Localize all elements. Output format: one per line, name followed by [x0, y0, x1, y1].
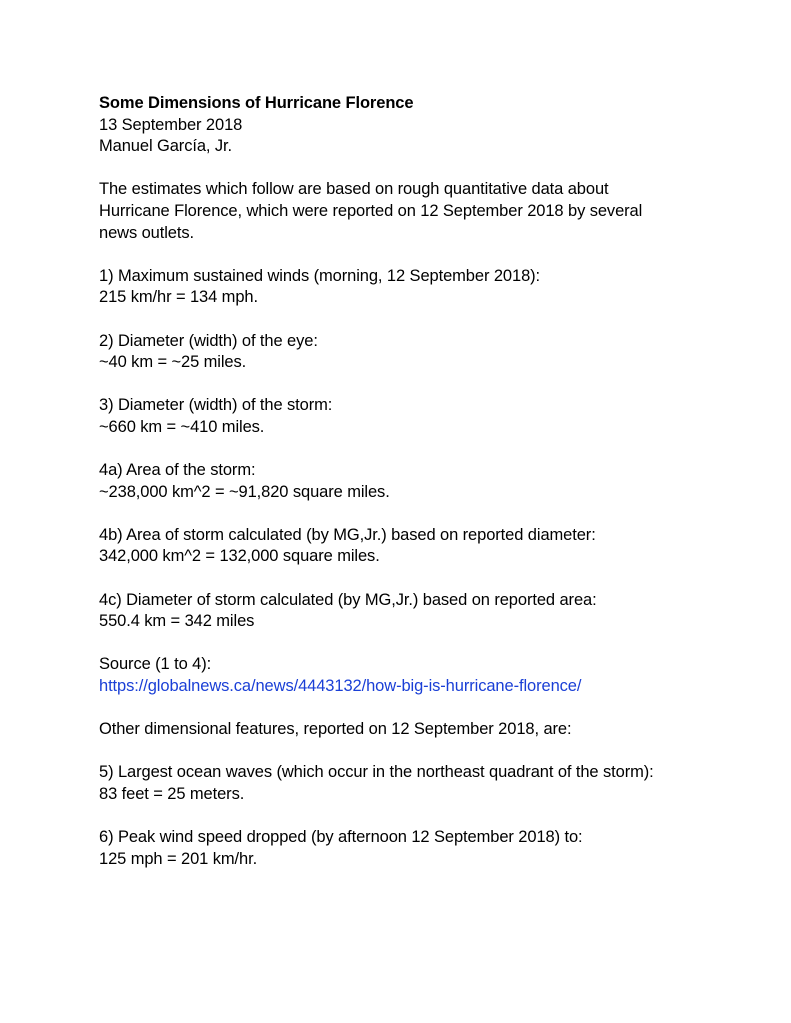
- intro-line: Hurricane Florence, which were reported on 12 September 2018 by several: [99, 201, 643, 220]
- item-2: [99, 331, 739, 374]
- item-3: [99, 395, 739, 438]
- item-value: ~238,000 km^2 = ~91,820 square miles.: [99, 482, 390, 501]
- intro-line: The estimates which follow are based on rough quantitative data about: [99, 180, 609, 199]
- item-value: 342,000 km^2 = 132,000 square miles.: [99, 547, 380, 566]
- item-label: 4c) Diameter of storm calculated (by MG,Jr.) based on reported area:: [99, 590, 597, 609]
- item-4b: [99, 525, 739, 568]
- document-header: [99, 93, 739, 158]
- document-date: 13 September 2018: [99, 115, 243, 134]
- item-label: 3) Diameter (width) of the storm:: [99, 396, 333, 415]
- item-value: ~40 km = ~25 miles.: [99, 353, 247, 372]
- other-intro-text: Other dimensional features, reported on 12 September 2018, are:: [99, 720, 572, 739]
- intro-paragraph: [99, 179, 739, 244]
- item-1: [99, 266, 739, 309]
- item-label: 4a) Area of the storm:: [99, 461, 256, 480]
- item-value: 125 mph = 201 km/hr.: [99, 849, 258, 868]
- item-label: 5) Largest ocean waves (which occur in the northeast quadrant of the storm):: [99, 763, 654, 782]
- source-label: Source (1 to 4):: [99, 655, 212, 674]
- item-label: 6) Peak wind speed dropped (by afternoon 12 September 2018) to:: [99, 828, 583, 847]
- source-block: [99, 654, 739, 697]
- document-title: Some Dimensions of Hurricane Florence: [99, 94, 414, 112]
- item-label: 2) Diameter (width) of the eye:: [99, 331, 318, 350]
- document-page: [99, 93, 739, 892]
- item-label: 1) Maximum sustained winds (morning, 12 September 2018):: [99, 266, 541, 285]
- other-intro: [99, 719, 739, 741]
- source-link[interactable]: https://globalnews.ca/news/4443132/how-big-is-hurricane-florence/: [99, 677, 582, 696]
- item-6: [99, 827, 739, 870]
- item-5: [99, 762, 739, 805]
- item-label: 4b) Area of storm calculated (by MG,Jr.) based on reported diameter:: [99, 525, 596, 544]
- item-4a: [99, 460, 739, 503]
- item-value: ~660 km = ~410 miles.: [99, 417, 265, 436]
- item-value: 550.4 km = 342 miles: [99, 612, 255, 631]
- item-value: 83 feet = 25 meters.: [99, 785, 245, 803]
- document-author: Manuel García, Jr.: [99, 137, 233, 156]
- intro-line: news outlets.: [99, 223, 195, 242]
- item-value: 215 km/hr = 134 mph.: [99, 288, 258, 307]
- item-4c: [99, 590, 739, 633]
